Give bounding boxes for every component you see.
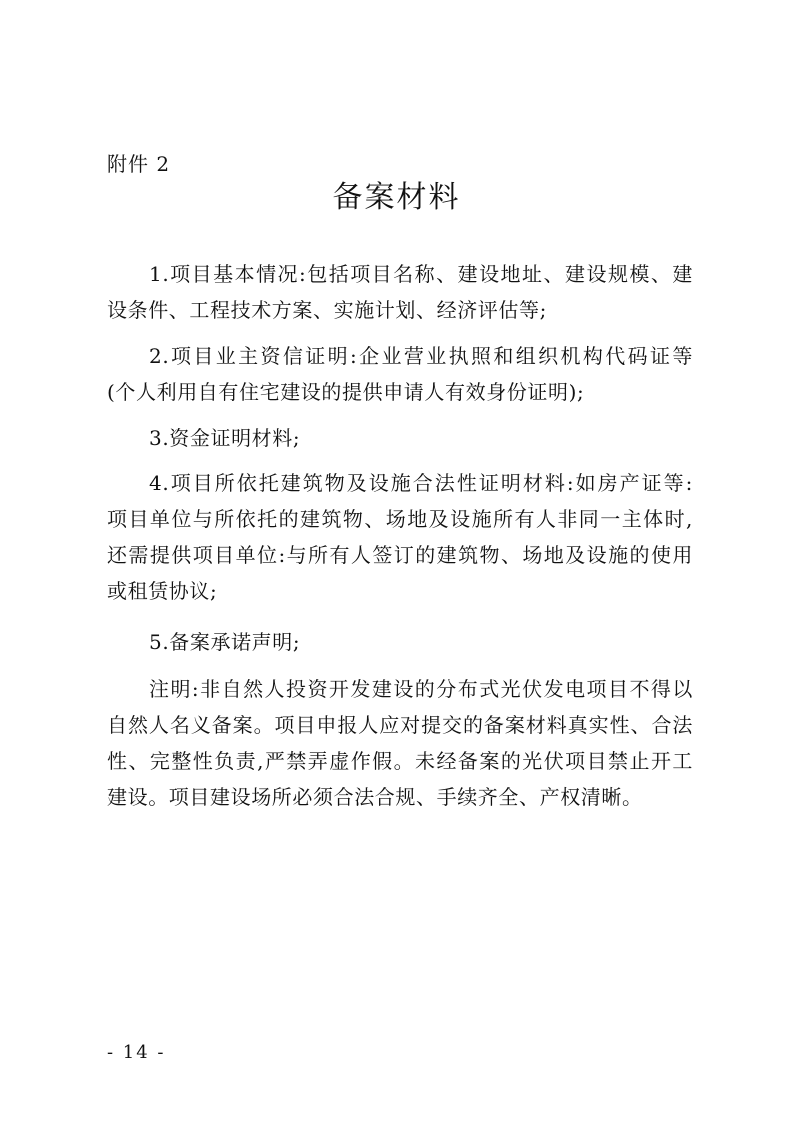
item-5: [107, 624, 707, 660]
attachment-label: 附件 2: [107, 152, 171, 176]
item-4-line-4: 或租赁协议;: [107, 579, 218, 603]
note-line-2: 自然人名义备案。项目申报人应对提交的备案材料真实性、合法: [107, 713, 693, 737]
item-4-line-1: 4.项目所依托建筑物及设施合法性证明材料:如房产证等:: [149, 471, 693, 495]
item-1-line-1: 1.项目基本情况:包括项目名称、建设地址、建设规模、建: [149, 262, 693, 286]
item-2-line-1: 2.项目业主资信证明:企业营业执照和组织机构代码证等: [149, 344, 693, 368]
item-4: [107, 465, 707, 609]
item-4-line-3: 还需提供项目单位:与所有人签订的建筑物、场地及设施的使用: [107, 543, 693, 567]
document-title: 备案材料: [332, 180, 461, 215]
item-1-line-2: 设条件、工程技术方案、实施计划、经济评估等;: [107, 298, 547, 322]
item-1: [107, 256, 707, 328]
item-2-line-2: (个人利用自有住宅建设的提供申请人有效身份证明);: [107, 380, 585, 404]
item-2: [107, 338, 707, 410]
item-3: [107, 420, 707, 456]
note-line-4: 建设。项目建设场所必须合法合规、手续齐全、产权清晰。: [107, 785, 643, 809]
note-line-3: 性、完整性负责,严禁弄虚作假。未经备案的光伏项目禁止开工: [107, 749, 693, 773]
note-line-1: 注明:非自然人投资开发建设的分布式光伏发电项目不得以: [149, 677, 693, 701]
item-5-line-1: 5.备案承诺声明;: [149, 630, 301, 654]
page-number: - 14 -: [107, 1042, 166, 1063]
item-4-line-2: 项目单位与所依托的建筑物、场地及设施所有人非同一主体时,: [107, 507, 693, 531]
note-paragraph: [107, 671, 707, 815]
item-3-line-1: 3.资金证明材料;: [149, 426, 301, 450]
